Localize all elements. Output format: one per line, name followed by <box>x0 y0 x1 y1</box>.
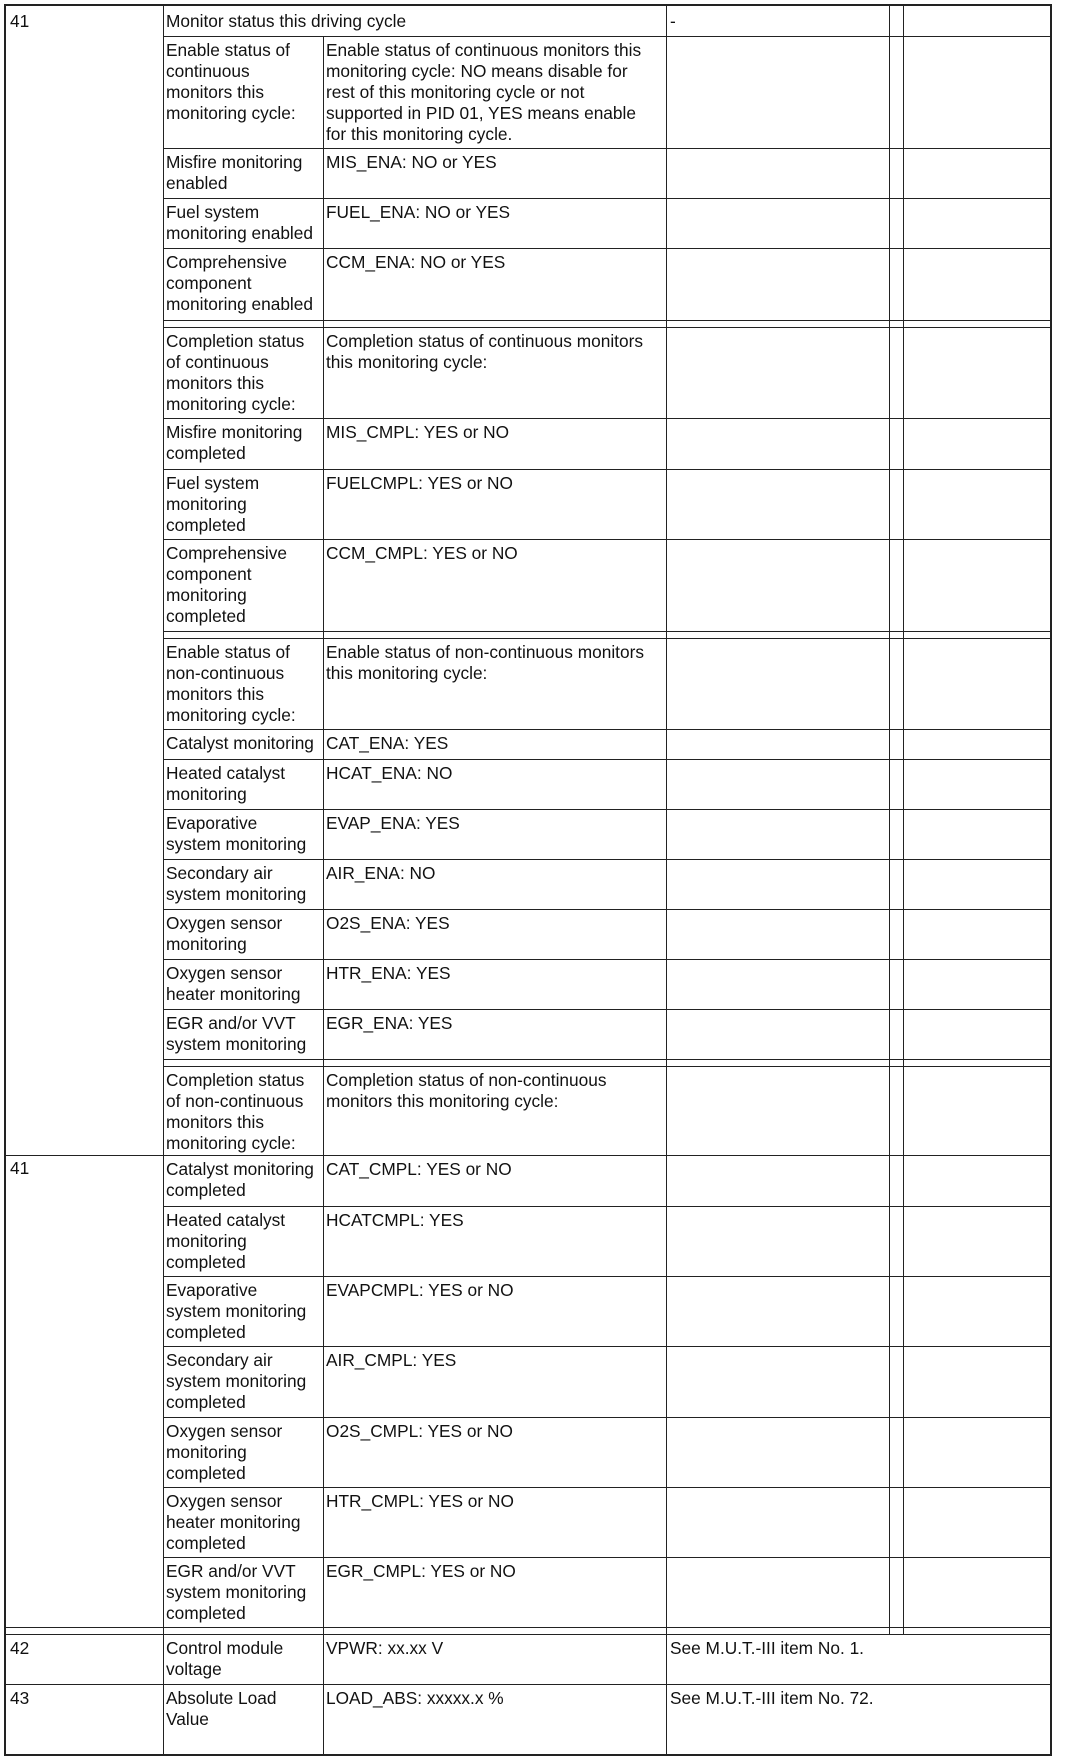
row-label: EGR and/or VVT system monitoring completed <box>166 1561 307 1623</box>
section-line <box>163 631 1050 632</box>
row-value: FUEL_ENA: NO or YES <box>326 202 511 222</box>
section-head-label: Enable status of non-continuous monitors this monitoring cycle: <box>166 642 296 725</box>
row-label: Comprehensive component monitoring enabled <box>166 252 313 314</box>
row-label: Control module voltage <box>166 1638 284 1679</box>
row-value: CCM_ENA: NO or YES <box>326 252 506 272</box>
pid-number: 42 <box>10 1638 30 1658</box>
section-line <box>6 1627 1050 1628</box>
row-label: EGR and/or VVT system monitoring <box>166 1013 307 1054</box>
row-label: Comprehensive component monitoring completed <box>166 543 288 626</box>
section-head-label: Completion status of continuous monitors this monitoring cycle: <box>166 331 305 414</box>
section-line <box>163 1066 1050 1067</box>
row-value: HTR_CMPL: YES or NO <box>326 1491 514 1511</box>
section-head-label: Enable status of continuous monitors this monitoring cycle: <box>166 40 296 123</box>
row-value: AIR_CMPL: YES <box>326 1350 457 1370</box>
row-value: EVAP_ENA: YES <box>326 813 460 833</box>
row-value: MIS_ENA: NO or YES <box>326 152 497 172</box>
row-value: VPWR: xx.xx V <box>326 1638 444 1658</box>
row-line <box>163 1009 1050 1010</box>
row-label: Heated catalyst monitoring <box>166 763 286 804</box>
row-value: HCAT_ENA: NO <box>326 763 453 783</box>
row-line <box>163 1276 1050 1277</box>
row-value: LOAD_ABS: xxxxx.x % <box>326 1688 504 1708</box>
row-label: Oxygen sensor heater monitoring completed <box>166 1491 301 1553</box>
row-label: Secondary air system monitoring <box>166 863 307 904</box>
row-value: CCM_CMPL: YES or NO <box>326 543 518 563</box>
row-reference: See M.U.T.-III item No. 1. <box>670 1638 864 1658</box>
row-reference: See M.U.T.-III item No. 72. <box>670 1688 874 1708</box>
row-line <box>163 729 1050 730</box>
row-label: Heated catalyst monitoring completed <box>166 1210 286 1272</box>
row-label: Catalyst monitoring completed <box>166 1159 314 1200</box>
row-value: O2S_CMPL: YES or NO <box>326 1421 513 1441</box>
row-line <box>163 959 1050 960</box>
row-line <box>163 1487 1050 1488</box>
row-label: Evaporative system monitoring <box>166 813 307 854</box>
row-value: FUELCMPL: YES or NO <box>326 473 513 493</box>
row-value: EGR_CMPL: YES or NO <box>326 1561 516 1581</box>
row-line <box>163 36 1050 37</box>
row-line <box>163 809 1050 810</box>
row-label: Misfire monitoring completed <box>166 422 303 463</box>
row-line <box>163 1206 1050 1207</box>
section-line <box>163 327 1050 328</box>
row-line-full <box>6 1155 1050 1156</box>
row-value: CAT_CMPL: YES or NO <box>326 1159 512 1179</box>
col-line-narrow-a <box>889 6 890 1635</box>
row-label: Oxygen sensor heater monitoring <box>166 963 301 1004</box>
section-head-desc: Completion status of continuous monitors this monitoring cycle: <box>326 331 643 372</box>
row-line <box>163 418 1050 419</box>
row-line <box>163 1346 1050 1347</box>
row-line <box>163 1417 1050 1418</box>
row-label: Fuel system monitoring enabled <box>166 202 313 243</box>
row-label: Catalyst monitoring <box>166 733 314 753</box>
row-value: EVAPCMPL: YES or NO <box>326 1280 514 1300</box>
col-line-label <box>323 36 324 1754</box>
col-line-pid <box>163 6 164 1754</box>
section-line <box>163 638 1050 639</box>
row-label: Evaporative system monitoring completed <box>166 1280 307 1342</box>
row-line-full <box>6 1684 1050 1685</box>
section-line <box>163 1059 1050 1060</box>
section-line <box>6 1634 1050 1635</box>
obd-monitor-status-table <box>4 4 1052 1756</box>
row-line <box>163 859 1050 860</box>
row-label: Absolute Load Value <box>166 1688 277 1729</box>
row-value: HTR_ENA: YES <box>326 963 451 983</box>
pid-number: 41 <box>10 11 30 31</box>
row-label: Misfire monitoring enabled <box>166 152 303 193</box>
row-value: HCATCMPL: YES <box>326 1210 464 1230</box>
row-line <box>163 248 1050 249</box>
row-line <box>163 909 1050 910</box>
row-label: Oxygen sensor monitoring completed <box>166 1421 283 1483</box>
row-line <box>163 759 1050 760</box>
row-line <box>163 1557 1050 1558</box>
row-value: CAT_ENA: YES <box>326 733 449 753</box>
section-line <box>163 320 1050 321</box>
col-line-value <box>666 6 667 1754</box>
row-label: Oxygen sensor monitoring <box>166 913 283 954</box>
monitor-status-title: Monitor status this driving cycle <box>166 11 407 31</box>
row-line <box>163 148 1050 149</box>
section-head-desc: Enable status of continuous monitors this monitoring cycle: NO means disable for rest of this monitoring cycle or not supported in PID 01, YES means enable for this monitoring cycle. <box>326 40 642 144</box>
pid-number: 43 <box>10 1688 30 1708</box>
row-line <box>163 469 1050 470</box>
row-value: AIR_ENA: NO <box>326 863 436 883</box>
row-line <box>163 198 1050 199</box>
section-head-desc: Completion status of non-continuous monitors this monitoring cycle: <box>326 1070 607 1111</box>
row-label: Secondary air system monitoring completed <box>166 1350 307 1412</box>
monitor-status-dash: - <box>670 11 676 31</box>
section-head-desc: Enable status of non-continuous monitors this monitoring cycle: <box>326 642 644 683</box>
row-value: EGR_ENA: YES <box>326 1013 453 1033</box>
row-line <box>163 539 1050 540</box>
row-value: MIS_CMPL: YES or NO <box>326 422 510 442</box>
row-label: Fuel system monitoring completed <box>166 473 260 535</box>
col-line-narrow-b <box>903 6 904 1635</box>
pid-number: 41 <box>10 1158 30 1178</box>
row-value: O2S_ENA: YES <box>326 913 450 933</box>
section-head-label: Completion status of non-continuous monitors this monitoring cycle: <box>166 1070 305 1153</box>
